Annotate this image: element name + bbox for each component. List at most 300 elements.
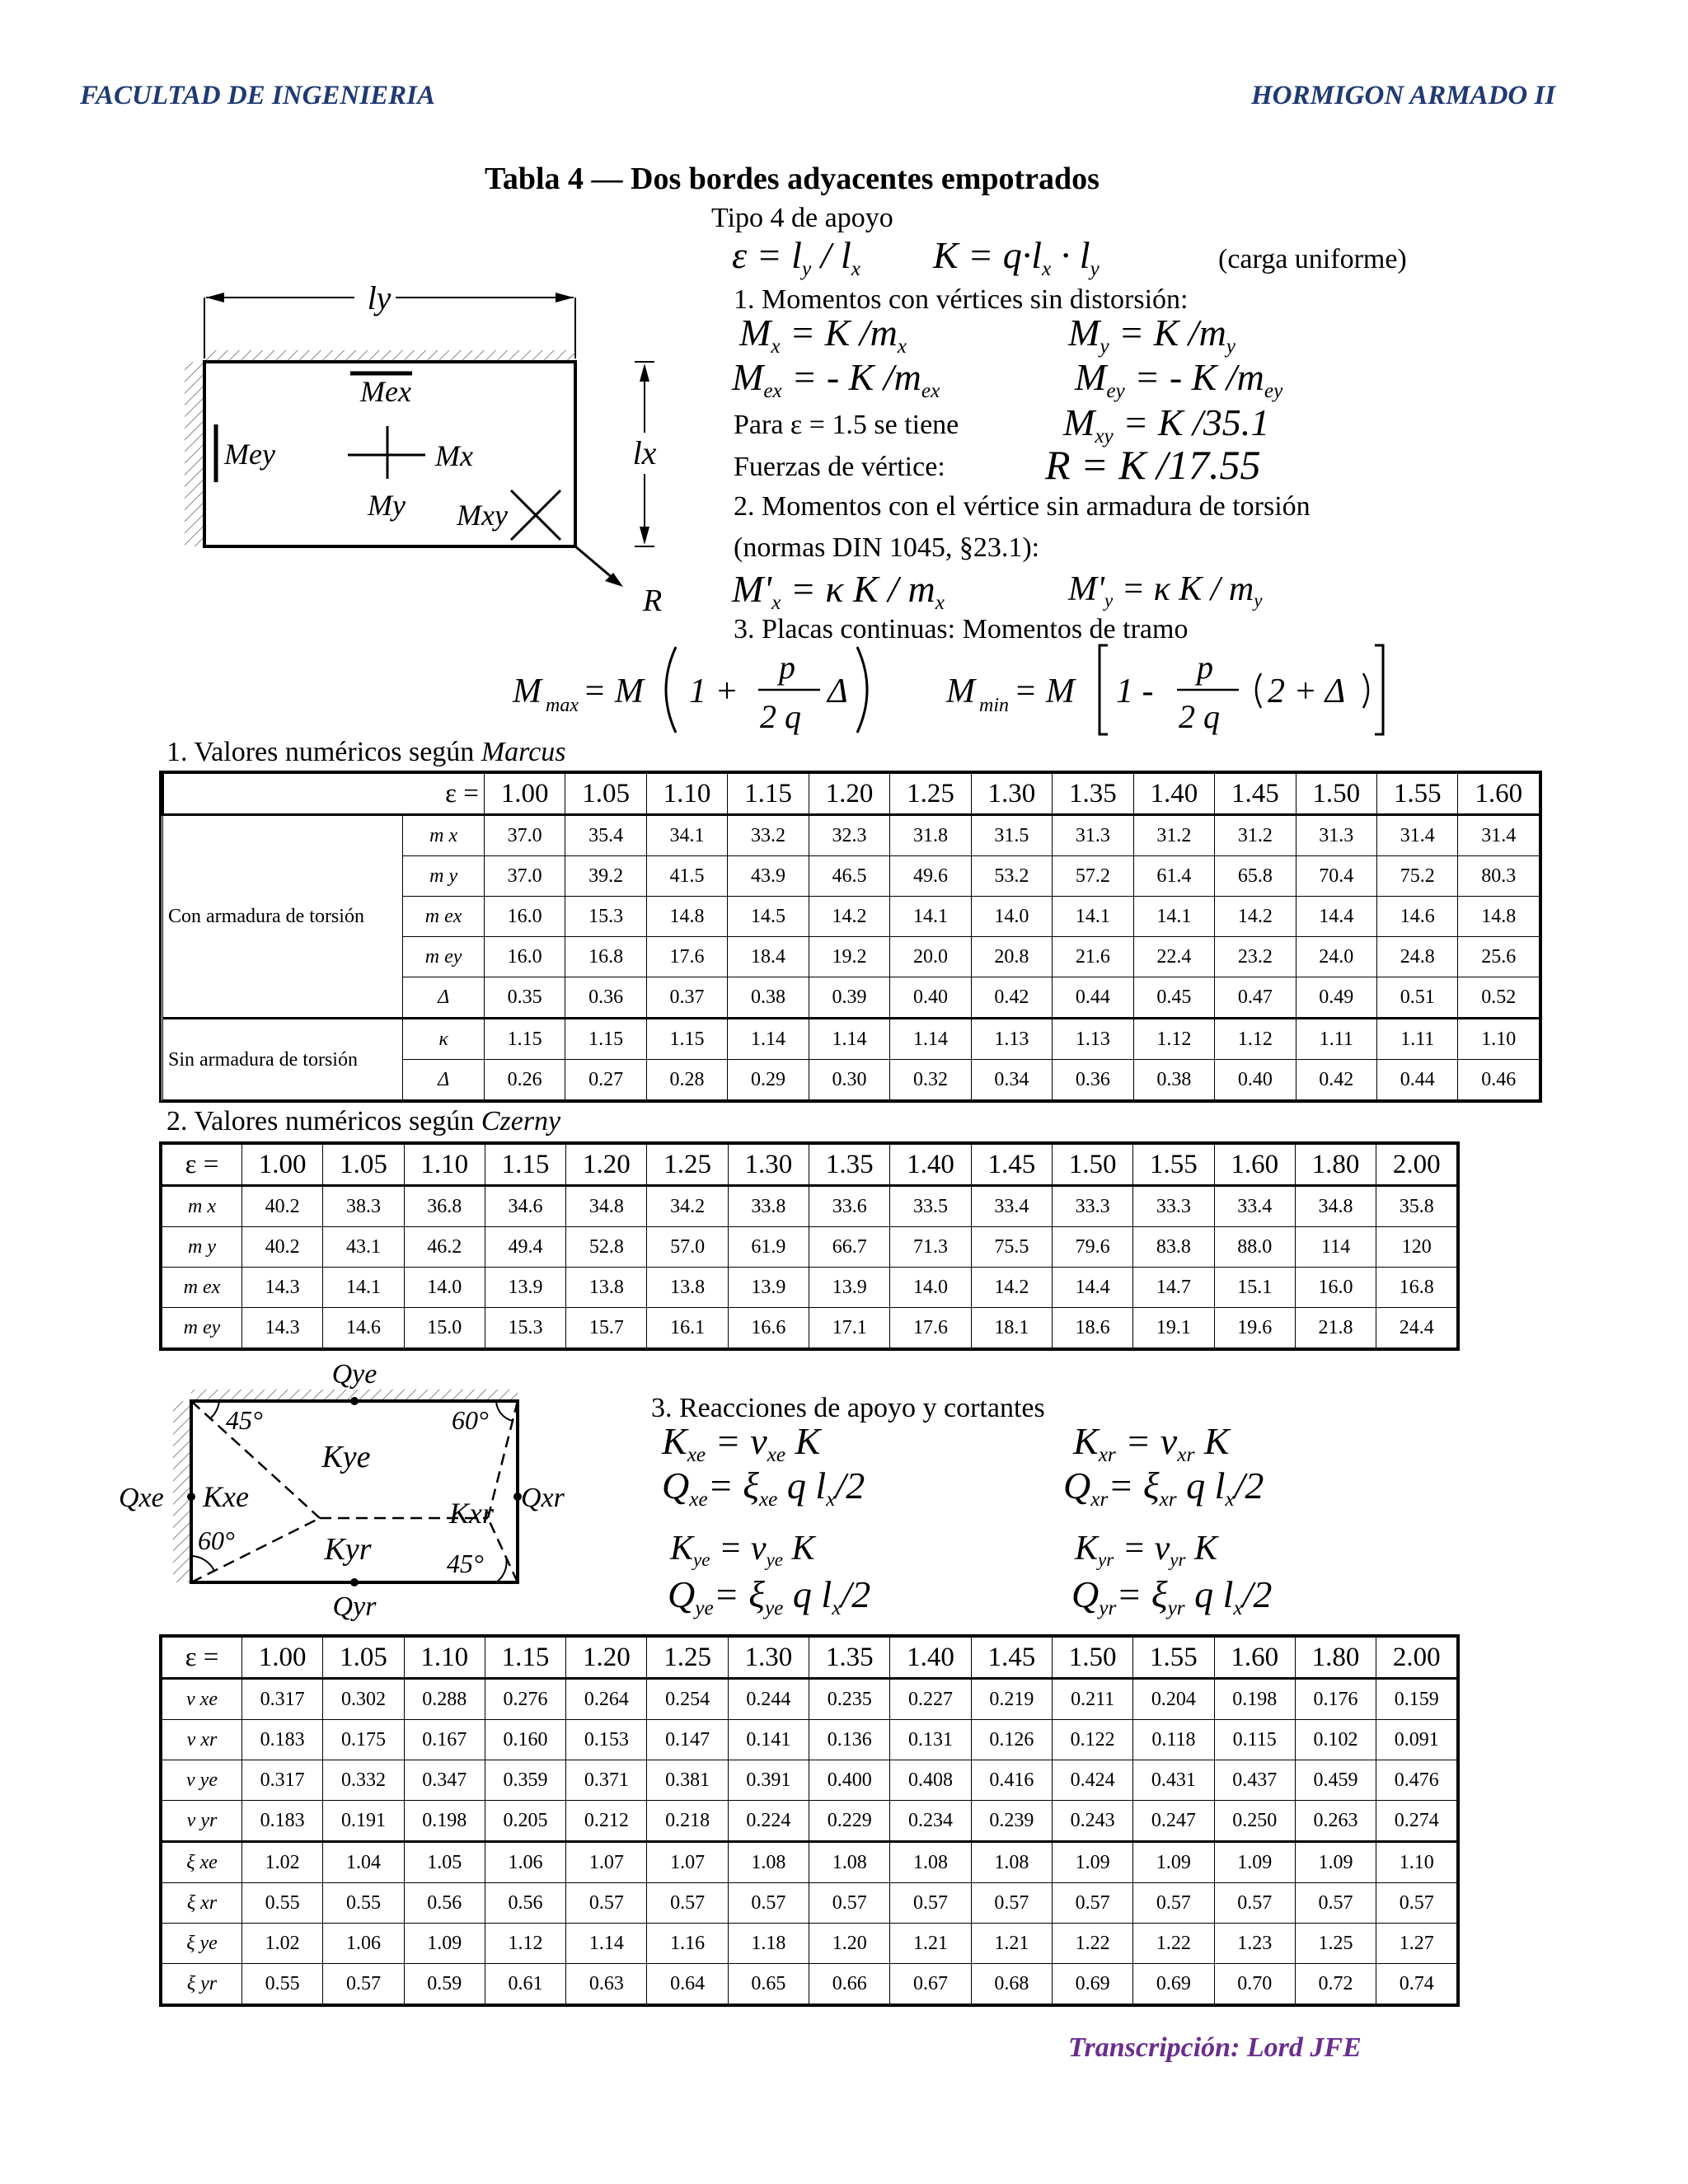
- cell-value: 75.2: [1377, 856, 1458, 897]
- svg-text:p: p: [1197, 649, 1213, 686]
- cell-value: 32.3: [809, 815, 889, 856]
- cell-value: 16.8: [565, 937, 646, 977]
- cell-value: 14.8: [1458, 897, 1540, 937]
- cell-value: 46.5: [809, 856, 889, 897]
- group-label-con-armadura: Con armadura de torsión: [163, 815, 403, 1019]
- cell-value: 0.183: [242, 1801, 323, 1842]
- svg-text:max: max: [546, 695, 579, 716]
- cell-value: 13.9: [809, 1268, 890, 1308]
- cell-value: 34.8: [566, 1186, 647, 1227]
- eps-value: 2.00: [1376, 1638, 1457, 1679]
- load-note: (carga uniforme): [1218, 244, 1407, 274]
- formula-mex: $M_{ex}$ = - K $/m_{ex}$: [732, 356, 940, 402]
- cell-value: 14.2: [809, 897, 889, 937]
- cell-value: 18.4: [728, 937, 809, 977]
- eps-value: 1.80: [1295, 1638, 1376, 1679]
- label-kxe: Kxe: [203, 1480, 249, 1513]
- cell-value: 57.0: [647, 1227, 728, 1268]
- cell-value: 15.7: [566, 1308, 647, 1348]
- cell-value: 14.5: [728, 897, 809, 937]
- reactions-table: [162, 1637, 1457, 2004]
- cell-value: 37.0: [484, 856, 565, 897]
- cell-value: 0.57: [1214, 1883, 1295, 1924]
- cell-value: 0.40: [1215, 1060, 1296, 1100]
- cell-value: 1.06: [323, 1924, 404, 1964]
- eps-value: 1.05: [323, 1638, 404, 1679]
- cell-value: 19.1: [1133, 1308, 1214, 1348]
- cell-value: 16.1: [647, 1308, 728, 1348]
- cell-value: 114: [1295, 1227, 1376, 1268]
- cell-value: 0.44: [1053, 977, 1133, 1019]
- label-qxr: Qxr: [521, 1483, 565, 1513]
- cell-value: 0.239: [971, 1801, 1052, 1842]
- marcus-table: [162, 773, 1540, 1100]
- cell-value: 1.12: [1215, 1019, 1296, 1060]
- label-mex: Mex: [360, 375, 411, 408]
- cell-value: 61.9: [728, 1227, 809, 1268]
- cell-value: 0.57: [1133, 1883, 1214, 1924]
- eps-value: 1.60: [1458, 774, 1540, 815]
- cell-value: 83.8: [1133, 1227, 1214, 1268]
- row-label: Δ: [403, 977, 484, 1019]
- cell-value: 14.1: [323, 1268, 404, 1308]
- cell-value: 0.46: [1458, 1060, 1540, 1100]
- cell-value: 33.5: [890, 1186, 971, 1227]
- svg-text:2 + Δ: 2 + Δ: [1268, 673, 1346, 710]
- formula-mmax-mmin: [495, 639, 1401, 746]
- page-title: Tabla 4 — Dos bordes adyacentes empotrados: [485, 162, 1100, 196]
- cell-value: 40.2: [242, 1227, 323, 1268]
- cell-value: 0.274: [1376, 1801, 1457, 1842]
- label-r: R: [643, 583, 663, 618]
- row-label: m x: [403, 815, 484, 856]
- cell-value: 0.27: [565, 1060, 646, 1100]
- formula-mxy: $M_{xy} = K$ /35.1: [1063, 401, 1270, 448]
- cell-value: 1.16: [647, 1924, 728, 1964]
- cell-value: 1.20: [809, 1924, 890, 1964]
- row-label: ν xe: [162, 1679, 242, 1720]
- formula-k: $K = q\cdot l_x \cdot l_y$: [933, 234, 1100, 280]
- cell-value: 66.7: [809, 1227, 890, 1268]
- cell-value: 0.30: [809, 1060, 889, 1100]
- cell-value: 1.05: [404, 1842, 485, 1883]
- cell-value: 1.15: [646, 1019, 727, 1060]
- row-label: Δ: [403, 1060, 484, 1100]
- cell-value: 0.47: [1215, 977, 1296, 1019]
- cell-value: 19.6: [1214, 1308, 1295, 1348]
- formula-mx: $M_x = K$ $/m_x$: [739, 312, 907, 358]
- eps-label: ε =: [162, 1145, 242, 1186]
- table-row: [163, 1019, 1540, 1060]
- cell-value: 1.04: [323, 1842, 404, 1883]
- cell-value: 57.2: [1053, 856, 1133, 897]
- formula-kye: $K_{ye} = \nu_{ye}$ K: [670, 1530, 815, 1571]
- eps-value: 1.10: [404, 1638, 485, 1679]
- cell-value: 43.9: [728, 856, 809, 897]
- cell-value: 13.9: [485, 1268, 565, 1308]
- cell-value: 24.4: [1376, 1308, 1457, 1348]
- cell-value: 0.317: [242, 1679, 323, 1720]
- cell-value: 0.118: [1133, 1720, 1214, 1760]
- cell-value: 0.69: [1133, 1964, 1214, 2004]
- svg-text:p: p: [779, 649, 795, 686]
- table-row: [162, 1227, 1457, 1268]
- cell-value: 1.13: [971, 1019, 1052, 1060]
- cell-value: 0.332: [323, 1760, 404, 1801]
- label-mx: Mx: [435, 439, 473, 472]
- cell-value: 70.4: [1296, 856, 1376, 897]
- cell-value: 34.8: [1295, 1186, 1376, 1227]
- cell-value: 79.6: [1052, 1227, 1132, 1268]
- label-qye: Qye: [331, 1359, 377, 1390]
- cell-value: 20.8: [971, 937, 1052, 977]
- eps-value: 1.05: [323, 1145, 404, 1186]
- cell-value: 21.6: [1053, 937, 1133, 977]
- cell-value: 31.2: [1215, 815, 1296, 856]
- cell-value: 0.247: [1133, 1801, 1214, 1842]
- eps-value: 1.55: [1133, 1638, 1214, 1679]
- cell-value: 0.55: [242, 1883, 323, 1924]
- cell-value: 0.153: [566, 1720, 647, 1760]
- cell-value: 61.4: [1133, 856, 1214, 897]
- svg-text:M: M: [946, 673, 975, 710]
- cell-value: 14.2: [1215, 897, 1296, 937]
- formula-qxe: $Q_{xe}= \xi_{xe}$ q $l_x/2$: [662, 1465, 865, 1511]
- formula-my: $M_y = K$ $/m_y$: [1068, 312, 1236, 358]
- marcus-caption: 1. Valores numéricos según Marcus: [166, 737, 566, 767]
- cell-value: 0.66: [809, 1964, 890, 2004]
- eps-value: 1.25: [647, 1145, 728, 1186]
- cell-value: 14.1: [1053, 897, 1133, 937]
- cell-value: 1.09: [1133, 1842, 1214, 1883]
- label-qyr: Qyr: [332, 1591, 377, 1622]
- cell-value: 18.6: [1052, 1308, 1132, 1348]
- cell-value: 31.2: [1133, 815, 1214, 856]
- cell-value: 13.8: [566, 1268, 647, 1308]
- cell-value: 38.3: [323, 1186, 404, 1227]
- formula-eps: $\varepsilon = l_y / l_x$: [732, 234, 860, 280]
- row-label: ξ xr: [162, 1883, 242, 1924]
- cell-value: 0.371: [566, 1760, 647, 1801]
- cell-value: 14.0: [890, 1268, 971, 1308]
- group-label-sin-armadura: Sin armadura de torsión: [163, 1019, 403, 1100]
- cell-value: 31.3: [1296, 815, 1376, 856]
- cell-value: 0.176: [1295, 1679, 1376, 1720]
- cell-value: 0.160: [485, 1720, 565, 1760]
- cell-value: 0.57: [1052, 1883, 1132, 1924]
- cell-value: 24.0: [1296, 937, 1376, 977]
- formula-qxr: $Q_{xr}= \xi_{xr}$ q $l_x/2$: [1063, 1465, 1264, 1511]
- cell-value: 0.36: [1053, 1060, 1133, 1100]
- cell-value: 1.14: [728, 1019, 809, 1060]
- cell-value: 14.3: [242, 1308, 323, 1348]
- cell-value: 1.08: [728, 1842, 809, 1883]
- cell-value: 0.57: [1295, 1883, 1376, 1924]
- eps-value: 1.25: [890, 774, 971, 815]
- eps-value: 1.80: [1295, 1145, 1376, 1186]
- svg-text:M: M: [513, 673, 542, 710]
- cell-value: 0.26: [484, 1060, 565, 1100]
- cell-value: 0.70: [1214, 1964, 1295, 2004]
- eps-value: 1.55: [1377, 774, 1458, 815]
- section-2-moments: 2. Momentos con el vértice sin armadura de torsión: [734, 491, 1311, 522]
- table-row: [163, 815, 1540, 856]
- cell-value: 80.3: [1458, 856, 1540, 897]
- eps-value: 1.50: [1296, 774, 1376, 815]
- cell-value: 33.4: [971, 1186, 1052, 1227]
- cell-value: 0.218: [647, 1801, 728, 1842]
- cell-value: 0.204: [1133, 1679, 1214, 1720]
- cell-value: 0.57: [971, 1883, 1052, 1924]
- cell-value: 14.1: [890, 897, 971, 937]
- eps-label: ε =: [162, 1638, 242, 1679]
- cell-value: 0.64: [647, 1964, 728, 2004]
- cell-value: 0.263: [1295, 1801, 1376, 1842]
- eps-value: 1.50: [1052, 1638, 1132, 1679]
- table-header-row: [163, 774, 1540, 815]
- cell-value: 1.12: [485, 1924, 565, 1964]
- cell-value: 17.6: [890, 1308, 971, 1348]
- eps-value: 1.10: [646, 774, 727, 815]
- cell-value: 0.49: [1296, 977, 1376, 1019]
- cell-value: 0.34: [971, 1060, 1052, 1100]
- formula-kyr: $K_{yr} = \nu_{yr}$ K: [1075, 1530, 1218, 1571]
- svg-text:2 q: 2 q: [1179, 698, 1220, 735]
- cell-value: 23.2: [1215, 937, 1296, 977]
- cell-value: 34.2: [647, 1186, 728, 1227]
- row-label: ν xr: [162, 1720, 242, 1760]
- cell-value: 0.115: [1214, 1720, 1295, 1760]
- cell-value: 0.381: [647, 1760, 728, 1801]
- cell-value: 39.2: [565, 856, 646, 897]
- czerny-table: [162, 1144, 1457, 1348]
- cell-value: 49.6: [890, 856, 971, 897]
- cell-value: 1.23: [1214, 1924, 1295, 1964]
- cell-value: 19.2: [809, 937, 889, 977]
- row-label: m ex: [162, 1268, 242, 1308]
- cell-value: 35.8: [1376, 1186, 1457, 1227]
- cell-value: 16.0: [1295, 1268, 1376, 1308]
- cell-value: 0.72: [1295, 1964, 1376, 2004]
- cell-value: 0.42: [1296, 1060, 1376, 1100]
- label-angle-60-bottom: 60°: [198, 1526, 235, 1555]
- label-kye: Kye: [321, 1440, 371, 1474]
- section-1-moments: 1. Momentos con vértices sin distorsión:: [734, 284, 1189, 315]
- row-label: m ey: [162, 1308, 242, 1348]
- plate-diagram-1: [173, 276, 684, 622]
- cell-value: 34.6: [485, 1186, 565, 1227]
- cell-value: 33.4: [1214, 1186, 1295, 1227]
- cell-value: 0.59: [404, 1964, 485, 2004]
- cell-value: 15.3: [565, 897, 646, 937]
- cell-value: 0.55: [242, 1964, 323, 2004]
- cell-value: 0.205: [485, 1801, 565, 1842]
- cell-value: 33.6: [809, 1186, 890, 1227]
- cell-value: 0.229: [809, 1801, 890, 1842]
- table-header-row: [162, 1145, 1457, 1186]
- formula-mey: $M_{ey}$ = - K $/m_{ey}$: [1075, 356, 1283, 402]
- section-3-plates: 3. Placas continuas: Momentos de tramo: [734, 614, 1189, 644]
- cell-value: 53.2: [971, 856, 1052, 897]
- cell-value: 1.08: [809, 1842, 890, 1883]
- formula-my-prime: $M'_y = \kappa$ K / $m_y$: [1068, 570, 1263, 612]
- cell-value: 18.1: [971, 1308, 1052, 1348]
- cell-value: 88.0: [1214, 1227, 1295, 1268]
- cell-value: 15.3: [485, 1308, 565, 1348]
- cell-value: 0.254: [647, 1679, 728, 1720]
- section-2-norm: (normas DIN 1045, §23.1):: [734, 532, 1040, 563]
- cell-value: 16.0: [484, 937, 565, 977]
- cell-value: 1.08: [890, 1842, 971, 1883]
- plate-diagram-2: [115, 1352, 643, 1632]
- eps-value: 1.00: [242, 1145, 323, 1186]
- eps-value: 1.40: [1133, 774, 1214, 815]
- cell-value: 37.0: [484, 815, 565, 856]
- cell-value: 0.250: [1214, 1801, 1295, 1842]
- label-kxr: Kxr: [449, 1497, 494, 1530]
- cell-value: 14.6: [323, 1308, 404, 1348]
- cell-value: 34.1: [646, 815, 727, 856]
- label-my: My: [368, 489, 406, 522]
- cell-value: 21.8: [1295, 1308, 1376, 1348]
- cell-value: 1.08: [971, 1842, 1052, 1883]
- eps-value: 1.00: [242, 1638, 323, 1679]
- cell-value: 0.175: [323, 1720, 404, 1760]
- cell-value: 1.21: [890, 1924, 971, 1964]
- cell-value: 1.15: [565, 1019, 646, 1060]
- cell-value: 1.21: [971, 1924, 1052, 1964]
- cell-value: 0.459: [1295, 1760, 1376, 1801]
- cell-value: 0.57: [566, 1883, 647, 1924]
- cell-value: 43.1: [323, 1227, 404, 1268]
- cell-value: 0.35: [484, 977, 565, 1019]
- cell-value: 0.102: [1295, 1720, 1376, 1760]
- cell-value: 0.234: [890, 1801, 971, 1842]
- eps-value: 1.15: [728, 774, 809, 815]
- row-label: κ: [403, 1019, 484, 1060]
- row-label: ν ye: [162, 1760, 242, 1801]
- formula-r: R = K /17.55: [1045, 442, 1261, 488]
- cell-value: 1.14: [566, 1924, 647, 1964]
- table-row: [162, 1268, 1457, 1308]
- cell-value: 0.57: [728, 1883, 809, 1924]
- svg-text:2 q: 2 q: [760, 698, 801, 735]
- table-row: [162, 1842, 1457, 1883]
- cell-value: 14.4: [1296, 897, 1376, 937]
- cell-value: 0.39: [809, 977, 889, 1019]
- cell-value: 0.408: [890, 1760, 971, 1801]
- eps-value: 1.15: [485, 1145, 565, 1186]
- cell-value: 0.65: [728, 1964, 809, 2004]
- cell-value: 41.5: [646, 856, 727, 897]
- eps-value: 1.30: [728, 1638, 809, 1679]
- row-label: m ey: [403, 937, 484, 977]
- cell-value: 16.0: [484, 897, 565, 937]
- cell-value: 14.0: [971, 897, 1052, 937]
- row-label: m y: [403, 856, 484, 897]
- cell-value: 1.06: [485, 1842, 565, 1883]
- table-row: [162, 1964, 1457, 2004]
- header-right: HORMIGON ARMADO II: [1251, 81, 1556, 110]
- cell-value: 46.2: [404, 1227, 485, 1268]
- cell-value: 0.36: [565, 977, 646, 1019]
- cell-value: 0.131: [890, 1720, 971, 1760]
- cell-value: 31.4: [1377, 815, 1458, 856]
- cell-value: 0.57: [890, 1883, 971, 1924]
- eps-value: 1.30: [728, 1145, 809, 1186]
- cell-value: 0.191: [323, 1801, 404, 1842]
- cell-value: 1.09: [1295, 1842, 1376, 1883]
- cell-value: 0.147: [647, 1720, 728, 1760]
- formula-qye: $Q_{ye}= \xi_{ye}$ q $l_x/2$: [668, 1573, 871, 1619]
- cell-value: 0.476: [1376, 1760, 1457, 1801]
- cell-value: 0.51: [1377, 977, 1458, 1019]
- cell-value: 13.8: [647, 1268, 728, 1308]
- cell-value: 1.18: [728, 1924, 809, 1964]
- cell-value: 13.9: [728, 1268, 809, 1308]
- formula-qyr: $Q_{yr}= \xi_{yr}$ q $l_x/2$: [1071, 1573, 1273, 1619]
- cell-value: 0.288: [404, 1679, 485, 1720]
- cell-value: 0.38: [728, 977, 809, 1019]
- cell-value: 0.424: [1052, 1760, 1132, 1801]
- cell-value: 31.8: [890, 815, 971, 856]
- cell-value: 31.5: [971, 815, 1052, 856]
- cell-value: 75.5: [971, 1227, 1052, 1268]
- table-header-row: [162, 1638, 1457, 1679]
- cell-value: 1.12: [1133, 1019, 1214, 1060]
- cell-value: 52.8: [566, 1227, 647, 1268]
- eps-value: 1.45: [971, 1145, 1052, 1186]
- cell-value: 0.74: [1376, 1964, 1457, 2004]
- cell-value: 1.13: [1053, 1019, 1133, 1060]
- cell-value: 1.27: [1376, 1924, 1457, 1964]
- cell-value: 0.198: [404, 1801, 485, 1842]
- eps-value: 1.60: [1214, 1145, 1295, 1186]
- row-label: m x: [162, 1186, 242, 1227]
- cell-value: 14.7: [1133, 1268, 1214, 1308]
- cell-value: 0.122: [1052, 1720, 1132, 1760]
- eps-value: 2.00: [1376, 1145, 1457, 1186]
- header-left: FACULTAD DE INGENIERIA: [80, 81, 435, 110]
- cell-value: 0.61: [485, 1964, 565, 2004]
- svg-text:= M: = M: [583, 673, 644, 710]
- cell-value: 0.126: [971, 1720, 1052, 1760]
- cell-value: 0.56: [404, 1883, 485, 1924]
- cell-value: 0.69: [1052, 1964, 1132, 2004]
- cell-value: 1.02: [242, 1842, 323, 1883]
- eps-value: 1.50: [1052, 1145, 1132, 1186]
- label-mey: Mey: [224, 438, 275, 471]
- eps-value: 1.40: [890, 1638, 971, 1679]
- cell-value: 1.14: [890, 1019, 971, 1060]
- table-row: [162, 1679, 1457, 1720]
- cell-value: 0.32: [890, 1060, 971, 1100]
- cell-value: 24.8: [1377, 937, 1458, 977]
- eps-value: 1.35: [809, 1145, 890, 1186]
- cell-value: 0.347: [404, 1760, 485, 1801]
- label-mxy: Mxy: [457, 499, 508, 532]
- svg-text:min: min: [979, 695, 1009, 716]
- cell-value: 0.159: [1376, 1679, 1457, 1720]
- cell-value: 0.091: [1376, 1720, 1457, 1760]
- cell-value: 0.67: [890, 1964, 971, 2004]
- cell-value: 1.02: [242, 1924, 323, 1964]
- cell-value: 0.235: [809, 1679, 890, 1720]
- eps-value: 1.35: [1053, 774, 1133, 815]
- eps-value: 1.55: [1133, 1145, 1214, 1186]
- transcription-credit: Transcripción: Lord JFE: [1068, 2032, 1362, 2063]
- cell-value: 35.4: [565, 815, 646, 856]
